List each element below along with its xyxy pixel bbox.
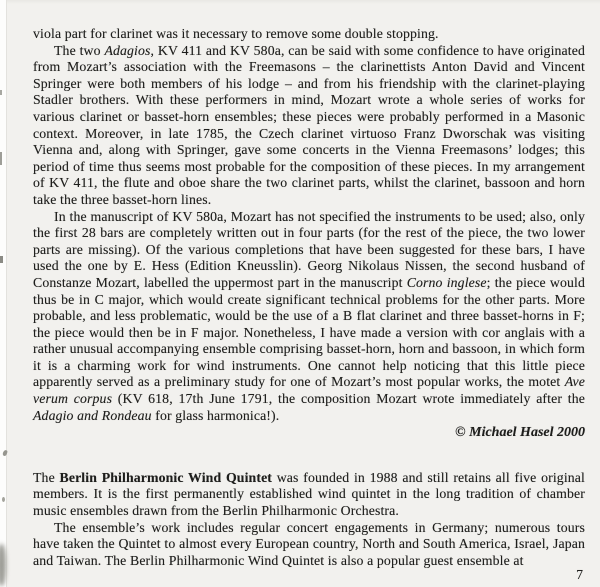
bio-paragraph-founding: The Berlin Philharmonic Wind Quintet was founded in 1988 and still retains all five original members. It is the first permanently established wind quintet in the long tradition of chamber music ensembles drawn from the Berlin Philharmonic Orchestra. bbox=[33, 469, 585, 519]
article-paragraph-continuation: viola part for clarinet was it necessary to remove some double stopping. bbox=[33, 26, 439, 41]
page-number: 7 bbox=[576, 567, 583, 582]
scan-edge-strip bbox=[0, 0, 7, 587]
article-paragraph-manuscript: In the manuscript of KV 580a, Mozart has not specified the instruments to be used; also, only the first 28 bars are completely written out in four parts (for the rest of the piece, the two lower parts are missing). Of the various completions that have been suggested for these bars, I have used the one by E. Hess (Edition Kneusslin). Georg Nikolaus Nissen, the second husband of Constanze Mozart, labelled the uppermost part in the manuscript Corno inglese; the piece would thus be in C major, which would create significant technical problems for the other parts. More probable, and less problematic, would be the use of a B flat clarinet and three basset-horns in F; the piece would then be in F major. Nonetheless, I have made a version with cor anglais with a rather unusual accompanying ensemble comprising basset-horn, horn and bassoon, in which form it is a charming work for wind instruments. One cannot help noticing that this little piece apparently served as a preliminary study for one of Mozart’s most popular works, the motet Ave verum corpus (KV 618, 17th June 1791, the composition Mozart wrote immediately after the Adagio and Rondeau for glass harmonica!). bbox=[33, 208, 586, 423]
liner-notes-section bbox=[33, 26, 585, 442]
scan-top-shade bbox=[0, 0, 600, 4]
page-content bbox=[33, 26, 585, 569]
article-paragraph-adagios: The two Adagios, KV 411 and KV 580a, can be said with some confidence to have originated from Mozart’s association with the Freemasons – the clarinettists Anton David and Vincent Springer were both members of his lodge – and from his friendship with the clarinet-playing Stadler brothers. With these performers in mind, Mozart wrote a whole series of works for various clarinet or basset-horn ensembles; these pieces were probably performed in a Masonic context. Moreover, in late 1785, the Czech clarinet virtuoso Franz Dworschak was visiting Vienna and, along with Springer, gave some concerts in the Vienna Freemasons’ lodges; this period of time thus seems most probable for the composition of these pieces. In my arrangement of KV 411, the flute and oboe share the two clarinet parts, whilst the clarinet, bassoon and horn take the three basset-horn lines. bbox=[33, 42, 585, 207]
author-credit-line: © Michael Hasel 2000 bbox=[455, 425, 585, 441]
bio-paragraph-tours: The ensemble’s work includes regular concert engagements in Germany; numerous tours have taken the Quintet to almost every European country, North and South America, Israel, Japan and Taiwan. The Berlin Philharmonic Wind Quintet is also a popular guest ensemble at bbox=[33, 519, 585, 568]
ensemble-bio-section bbox=[33, 470, 585, 570]
